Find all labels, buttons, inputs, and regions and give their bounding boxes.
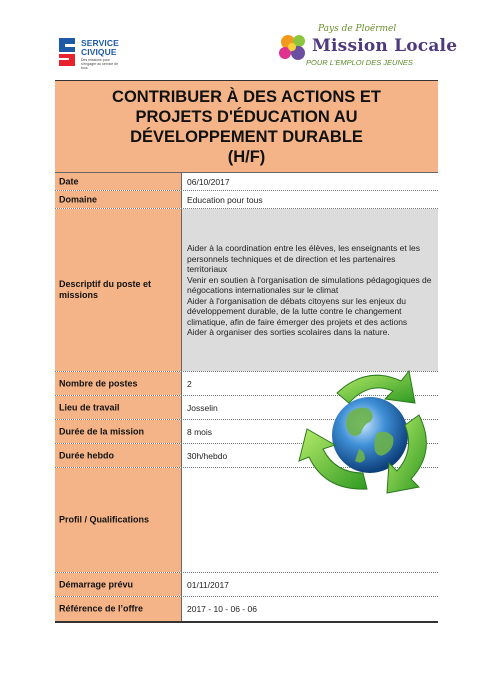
nombre-postes-value: 2 (187, 378, 192, 389)
service-civique-mark-icon (56, 36, 78, 68)
profil-label: Profil / Qualifications (59, 514, 150, 525)
descriptif-value: Aider à la coordination entre les élèves, les enseignants et les personnels techniques et de direction et les partenaires territoriaux Venir en soutien à l'organisation de simulations pédagogiques de négocations internationales sur le climat Aider à l'organisation de débats citoyens sur les enjeux du développement durable, de la lutte contre le changement climatique, afin de faire émerger des projets et des actions Aider à organiser des sorties scolaires dans la nature. (187, 242, 432, 337)
lieu-label: Lieu de travail (59, 402, 120, 412)
duree-hebdo-label: Durée hebdo (59, 450, 115, 460)
date-label: Date (59, 176, 79, 186)
duree-mission-label: Durée de la mission (59, 426, 145, 436)
title-banner (55, 80, 438, 173)
duree-hebdo-value: 30h/hebdo (187, 450, 228, 461)
domaine-label: Domaine (59, 194, 98, 204)
service-civique-tagline: Des missions pour s'engager au service de tous (81, 58, 119, 70)
reference-value: 2017 - 10 - 06 - 06 (187, 603, 257, 614)
mission-locale-title: Mission Locale (312, 36, 458, 56)
service-civique-wordmark: SERVICE CIVIQUE (81, 38, 119, 57)
demarrage-value: 01/11/2017 (187, 579, 229, 590)
row-descriptif (55, 209, 438, 372)
page-title: CONTRIBUER À DES ACTIONS ET PROJETS D'ÉDUCATION AU DÉVELOPPEMENT DURABLE (H/F) (112, 88, 381, 166)
row-date (55, 173, 438, 191)
row-reference (55, 597, 438, 621)
reference-label: Référence de l’offre (59, 603, 144, 614)
mission-locale-slogan: POUR L'EMPLOI DES JEUNES (306, 58, 413, 67)
row-demarrage (55, 573, 438, 597)
service-civique-logo (56, 36, 126, 72)
descriptif-label: Descriptif du poste et missions (59, 279, 152, 300)
recycle-globe-icon (297, 363, 443, 503)
duree-mission-value: 8 mois (187, 426, 213, 437)
table-bottom-border (55, 621, 438, 623)
domaine-value: Education pour tous (187, 194, 263, 205)
row-domaine (55, 191, 438, 209)
date-value: 06/10/2017 (187, 176, 230, 187)
nombre-postes-label: Nombre de postes (59, 378, 138, 388)
mission-locale-region: Pays de Ploërmel (318, 24, 397, 34)
lieu-value: Josselin (187, 402, 218, 413)
offer-table (55, 80, 438, 622)
demarrage-label: Démarrage prévu (59, 579, 134, 589)
mission-locale-logo (276, 24, 458, 76)
